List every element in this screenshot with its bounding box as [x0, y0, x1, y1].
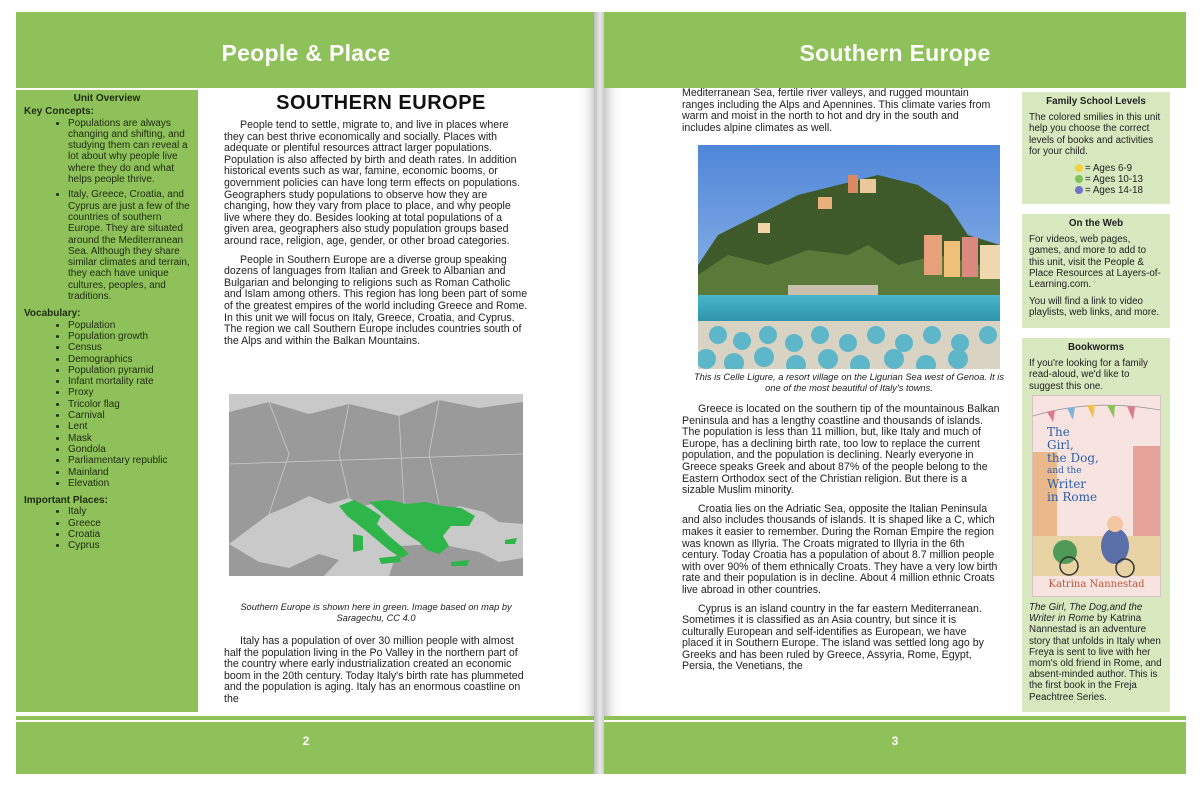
right-header-title: Southern Europe	[799, 40, 991, 66]
vocab-item: • Census	[68, 342, 192, 353]
family-levels-title: Family School Levels	[1046, 96, 1146, 107]
paragraph: Mediterranean Sea, fertile river valleys, and rugged mountain ranges including the Alps and Apennines. This climate varies from warm and moist in the north to hot and dry in the south and includes alpine climates as well.	[682, 87, 991, 134]
level-row: = Ages 10-13	[1075, 174, 1163, 185]
right-footer	[604, 716, 1186, 774]
vocab-item: • Mask	[68, 433, 192, 444]
vocab-item: • Parliamentary republic	[68, 455, 192, 466]
right-header	[604, 12, 1186, 88]
book-cover-title: The Girl, the Dog, and the Writer in Rome	[1047, 425, 1099, 504]
book-title-italic: The Girl, The Dog,and the Writer in Rome	[1029, 602, 1143, 625]
vocab-item: • Demographics	[68, 354, 192, 365]
levels-legend	[1075, 163, 1163, 197]
vocab-item: • Gondola	[68, 444, 192, 455]
map-caption: Southern Europe is shown here in green. Image based on map by Saragechu, CC 4.0	[240, 602, 512, 623]
bookworms-title: Bookworms	[1067, 342, 1125, 353]
book-description-text: by Katrina Nannestad is an adventure story that unfolds in Italy when Freya is sent to live with her mom's old friend in Rome, and absent-minded author. This is the first book in the Freja Peachtree Series.	[1029, 613, 1162, 703]
important-places-heading: Important Places:	[24, 495, 108, 507]
level-row: = Ages 14-18	[1075, 185, 1163, 196]
vocab-item: • Carnival	[68, 410, 192, 421]
right-continued-text	[682, 88, 1000, 141]
key-concepts-heading: Key Concepts:	[24, 106, 95, 118]
important-places-list	[54, 506, 192, 551]
family-levels-text: The colored smilies in this unit help you choose the correct levels of books and activities for your child.	[1029, 112, 1161, 157]
on-the-web-box	[1022, 214, 1170, 328]
yellow-smiley-icon	[1075, 164, 1083, 172]
right-article-body	[682, 404, 1000, 680]
southern-europe-map	[229, 394, 523, 576]
paragraph: Italy has a population of over 30 million people with almost half the population living in the Po Valley in the northern part of the country where early industrialization created an economic boom in the 20th century. Today Italy's birth rate has plummeted and the population is aging. Italy has an enormous coastline on the	[224, 635, 524, 705]
place-item: • Italy	[68, 506, 192, 517]
on-the-web-text: For videos, web pages, games, and more to add to this unit, visit the People & Place Resources at Layers-of-Learning.com.	[1029, 234, 1161, 291]
right-page-number: 3	[891, 734, 899, 748]
unit-overview-title: Unit Overview	[73, 93, 141, 104]
green-smiley-icon	[1075, 175, 1083, 183]
book-cover-author: Katrina Nannestad	[1048, 578, 1145, 590]
left-footer	[16, 716, 596, 774]
photo-caption: This is Celle Ligure, a resort village on the Ligurian Sea west of Genoa. It is one of the most beautiful of Italy's towns.	[693, 372, 1005, 393]
right-page	[604, 12, 1186, 774]
blue-smiley-icon	[1075, 186, 1083, 194]
place-item: • Cyprus	[68, 540, 192, 551]
photo-graphic	[698, 145, 1000, 369]
left-article-continued	[224, 636, 528, 713]
left-header-title: People & Place	[221, 40, 391, 66]
vocab-item: • Lent	[68, 421, 192, 432]
on-the-web-title: On the Web	[1068, 218, 1124, 229]
vocabulary-list	[54, 320, 192, 489]
vocab-item: • Population	[68, 320, 192, 331]
unit-overview-sidebar	[16, 90, 198, 712]
key-concept-item: • Populations are always changing and shifting, and studying them can reveal a lot about why people live where they do and what helps people thrive.	[68, 118, 192, 186]
vocab-item: • Elevation	[68, 478, 192, 489]
vocab-item: • Proxy	[68, 387, 192, 398]
left-page-number: 2	[302, 734, 310, 748]
paragraph: People in Southern Europe are a diverse group speaking dozens of languages from Italian and Greek to Albanian and Bulgarian and belonging to religions such as Roman Catholic and Islam among others. This region has long been part of some of the greatest empires of the world including Greece and Rome. In this unit we will focus on Italy, Greece, Croatia, and Cyprus. The region we call Southern Europe includes countries south of the Alps and within the Balkan Mountains.	[224, 253, 528, 347]
book-description	[1022, 602, 1170, 703]
vocabulary-heading: Vocabulary:	[24, 308, 81, 320]
paragraph: People tend to settle, migrate to, and live in places where they can best thrive economically and socially. Places with adequate or plentiful resources attract larger populations. Population is also affected by birth and death rates. In addition historical events such as war, famine, economic booms, or government policies can have long term effects on populations. Geographers study populations to observe how they are changing, how they vary from place to place, and why people live where they do. Besides looking at total populations of a given area, geographers also study population groups based around race, religion, age, gender, or other broad categories.	[224, 119, 521, 247]
left-page	[16, 12, 596, 774]
celle-ligure-photo	[698, 145, 1000, 369]
family-school-levels-box	[1022, 92, 1170, 204]
bookworms-box	[1022, 338, 1170, 712]
vocab-item: • Infant mortality rate	[68, 376, 192, 387]
article-title: SOUTHERN EUROPE	[276, 92, 486, 114]
place-item: • Greece	[68, 518, 192, 529]
level-row: = Ages 6-9	[1075, 163, 1163, 174]
on-the-web-text-2: You will find a link to video playlists, web links, and more.	[1029, 296, 1160, 319]
vocab-item: • Population growth	[68, 331, 192, 342]
paragraph: Croatia lies on the Adriatic Sea, opposite the Italian Peninsula and also includes thousands of islands. It is shaped like a C, which makes it easier to remember. During the Roman Empire the region was known as Illyria. The Croats migrated to Illyria in the 6th century. Today Croatia has a population of about 8.7 million people with over 90% of them ethnically Croats. They have a very low birth rate and their population is in decline. About 4 million ethnic Croats live abroad in other countries.	[682, 502, 998, 596]
place-item: • Croatia	[68, 529, 192, 540]
paragraph: Greece is located on the southern tip of the mountainous Balkan Peninsula and has a lengthy coastline and thousands of islands. The population is less than 11 million, but, like Italy and much of Europe, has a declining birth rate, too low to replace the current population, and the population is declining. Nearly everyone in Greece speaks Greek and about 87% of the people belong to the Eastern Orthodox sect of the Christian religion. But there is a sizable Muslim minority.	[682, 403, 1000, 497]
book-cover	[1032, 395, 1161, 597]
book-spread	[16, 12, 1186, 774]
key-concept-item: • Italy, Greece, Croatia, and Cyprus are just a few of the countries of southern Europe. They are situated around the Mediterranean Sea. Although they share similar climates and terrain, they each have unique cultures, peoples, and traditions.	[68, 189, 192, 302]
vocab-item: • Population pyramid	[68, 365, 192, 376]
vocab-item: • Mainland	[68, 467, 192, 478]
left-article-body	[224, 120, 528, 354]
europe-map-graphic	[229, 394, 523, 576]
bookworms-intro: If you're looking for a family read-aloud, we'd like to suggest this one.	[1029, 358, 1148, 392]
vocab-item: • Tricolor flag	[68, 399, 192, 410]
paragraph: Cyprus is an island country in the far eastern Mediterranean. Sometimes it is classified as an Asia country, but since it is culturally European and self-identifies as European, we have placed it in Southern Europe. The island was settled long ago by Greeks and has been ruled by Greece, Assyria, Rome, Egypt, Persia, the Venetians, the	[682, 602, 984, 673]
key-concepts-list	[54, 118, 192, 303]
left-header	[16, 12, 596, 88]
